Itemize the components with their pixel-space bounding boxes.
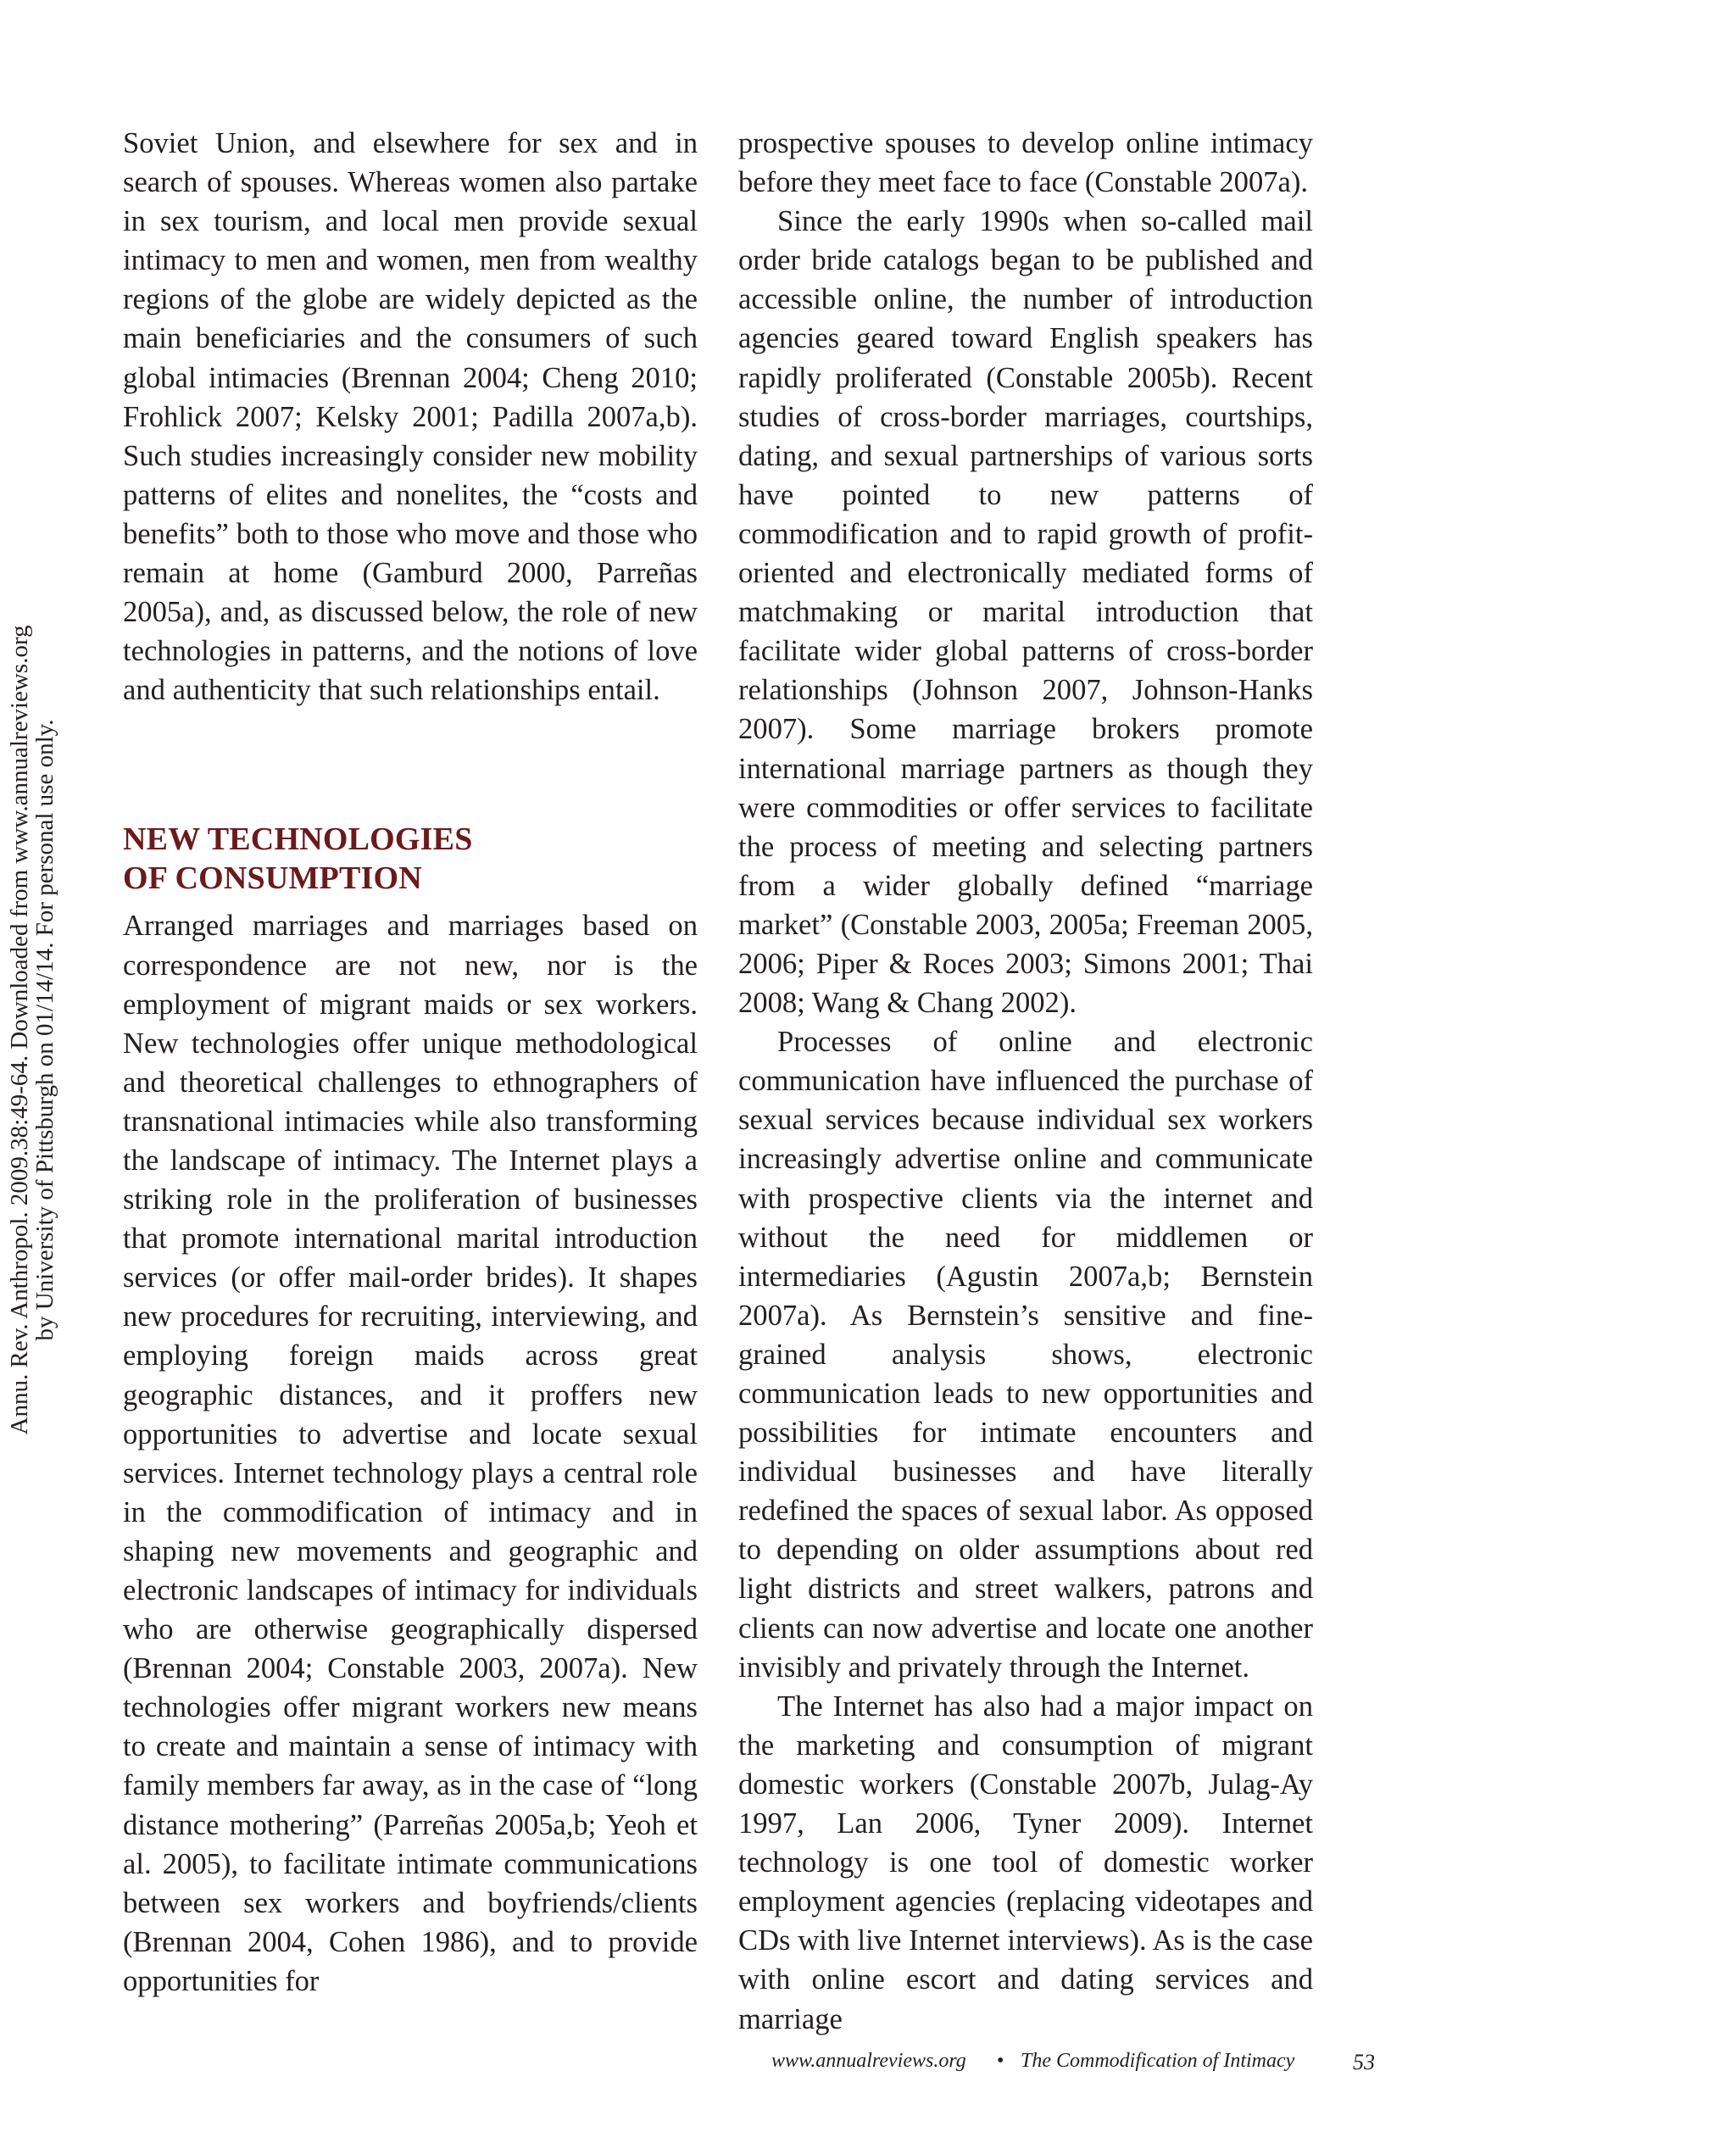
right-paragraph-4: The Internet has also had a major impact on the marketing and consumption of migrant domestic workers (Constable 2007b, Julag-Ay 1997, Lan 2006, Tyner 2009). Internet technology is one tool of domestic worker employment agencies (replacing videotapes and CDs with live Internet interviews). As is the case with online escort and dating services and marriage <box>738 1690 1313 2035</box>
right-column <box>738 124 1313 2039</box>
right-paragraph-1: prospective spouses to develop online intimacy before they meet face to face (Constable 2007a). <box>738 127 1313 199</box>
right-paragraph-3: Processes of online and electronic communication have influenced the purchase of sexual services because individual sex workers increasingly advertise online and communicate with prospective clients via the internet and without the need for middlemen or intermediaries (Agustin 2007a,b; Bernstein 2007a). As Bernstein’s sensitive and fine-grained analysis shows, electronic communication leads to new opportunities and possibilities for intimate encounters and individual businesses and have literally redefined the spaces of sexual labor. As opposed to depending on older assumptions about red light districts and street walkers, patrons and clients can now advertise and locate one another invisibly and privately through the Internet. <box>738 1026 1313 1684</box>
footer-url: www.annualreviews.org <box>771 2050 966 2072</box>
section-heading-line-1: NEW TECHNOLOGIES <box>123 821 473 858</box>
footer-running-title: The Commodification of Intimacy <box>1021 2050 1295 2072</box>
download-notice-text <box>7 551 58 1509</box>
left-paragraph-1: Soviet Union, and elsewhere for sex and in search of spouses. Whereas women also partake in sex tourism, and local men provide sexual intimacy to men and women, men from wealthy regions of the globe are widely depicted as the main beneficiaries and the consumers of such global intimacies (Brennan 2004; Cheng 2010; Frohlick 2007; Kelsky 2001; Padilla 2007a,b). Such studies increasingly consider new mobility patterns of elites and nonelites, the “costs and benefits” both to those who move and those who remain at home (Gamburd 2000, Parreñas 2005a), and, as discussed below, the role of new technologies in patterns, and the notions of love and authenticity that such relationships entail. <box>123 127 698 707</box>
left-column <box>123 124 698 2001</box>
page-number: 53 <box>1353 2050 1375 2074</box>
footer-bullet: • <box>997 2050 1004 2072</box>
left-paragraph-2: Arranged marriages and marriages based on correspondence are not new, nor is the employment of migrant maids or sex workers. New technologies offer unique methodological and theoretical challenges to ethnographers of transnational intimacies while also transforming the landscape of intimacy. The Internet plays a striking role in the proliferation of businesses that promote international marital introduction services (or offer mail-order brides). It shapes new procedures for recruiting, interviewing, and employing foreign maids across great geographic distances, and it proffers new opportunities to advertise and locate sexual services. Internet technology plays a central role in the commodification of intimacy and in shaping new movements and geographic and electronic landscapes of intimacy for individuals who are otherwise geographically dispersed (Brennan 2004; Constable 2003, 2007a). New technologies offer migrant workers new means to create and maintain a sense of intimacy with family members far away, as in the case of “long distance mothering” (Parreñas 2005a,b; Yeoh et al. 2005), to facilitate intimate communications between sex workers and boyfriends/clients (Brennan 2004, Cohen 1986), and to provide opportunities for <box>123 910 698 1997</box>
section-heading-line-2: OF CONSUMPTION <box>123 860 422 897</box>
download-notice-line-2: by University of Pittsburgh on 01/14/14. For personal use only. <box>31 719 58 1341</box>
download-notice-line-1: Annu. Rev. Anthropol. 2009.38:49-64. Downloaded from www.annualreviews.org <box>6 625 33 1435</box>
section-heading <box>123 820 698 898</box>
right-paragraph-2: Since the early 1990s when so-called mail order bride catalogs began to be published and accessible online, the number of introduction agencies geared toward English speakers has rapidly proliferated (Constable 2005b). Recent studies of cross-border marriages, courtships, dating, and sexual partnerships of various sorts have pointed to new patterns of commodification and to rapid growth of profit-oriented and electronically mediated forms of matchmaking or marital introduction that facilitate wider global patterns of cross-border relationships (Johnson 2007, Johnson-Hanks 2007). Some marriage brokers promote international marriage partners as though they were commodities or offer services to facilitate the process of meeting and selecting partners from a wider globally defined “marriage market” (Constable 2003, 2005a; Freeman 2005, 2006; Piper & Roces 2003; Simons 2001; Thai 2008; Wang & Chang 2002). <box>738 205 1313 1020</box>
